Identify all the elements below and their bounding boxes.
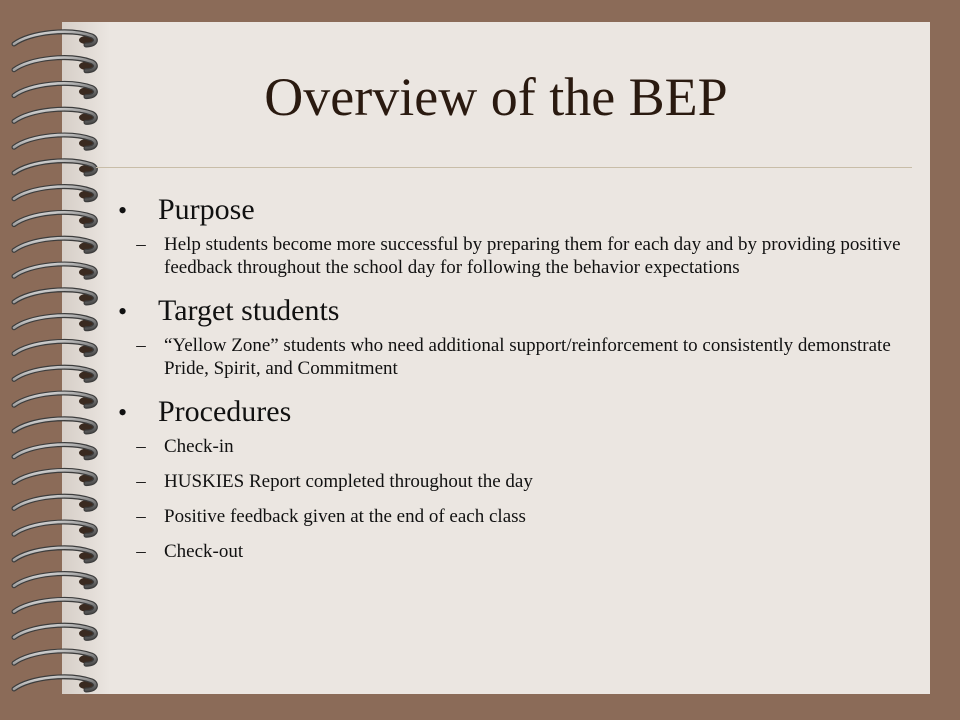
section-heading: Purpose bbox=[158, 193, 255, 226]
bullet-icon: • bbox=[118, 398, 128, 427]
list-item bbox=[118, 505, 908, 528]
section-procedures bbox=[118, 392, 908, 563]
bullet-icon: • bbox=[118, 196, 128, 225]
dash-icon: – bbox=[136, 471, 146, 492]
slide-title: Overview of the BEP bbox=[264, 67, 728, 127]
list-item-text: Positive feedback given at the end of each class bbox=[164, 506, 526, 527]
list-item bbox=[118, 334, 908, 380]
dash-icon: – bbox=[136, 506, 146, 527]
dash-icon: – bbox=[136, 335, 146, 356]
dash-icon: – bbox=[136, 436, 146, 457]
section-heading: Procedures bbox=[158, 395, 292, 428]
list-item bbox=[118, 435, 908, 458]
dash-icon: – bbox=[136, 234, 146, 255]
list-item-text: Help students become more successful by preparing them for each day and by providing positive feedback throughout the school day for following the behavior expectations bbox=[164, 234, 901, 278]
dash-icon: – bbox=[136, 541, 146, 562]
section-heading: Target students bbox=[158, 294, 340, 327]
section-purpose bbox=[118, 190, 908, 279]
section-target-students bbox=[118, 291, 908, 380]
list-item-text: Check-out bbox=[164, 541, 244, 562]
list-item bbox=[118, 470, 908, 493]
list-item bbox=[118, 540, 908, 563]
slide-content bbox=[118, 190, 908, 575]
title-divider bbox=[96, 167, 912, 168]
bullet-icon: • bbox=[118, 297, 128, 326]
list-item-text: HUSKIES Report completed throughout the day bbox=[164, 471, 533, 492]
list-item-text: “Yellow Zone” students who need additional support/reinforcement to consistently demonstrate Pride, Spirit, and Commitment bbox=[164, 335, 891, 379]
list-item bbox=[118, 233, 908, 279]
list-item-text: Check-in bbox=[164, 436, 234, 457]
